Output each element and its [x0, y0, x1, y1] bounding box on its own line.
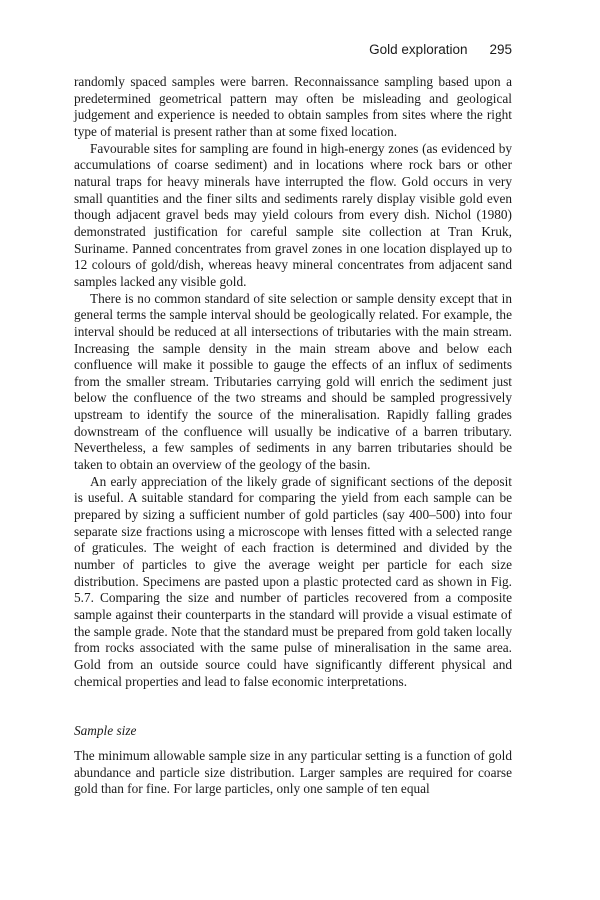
paragraph-continued: randomly spaced samples were barren. Reconnaissance sampling based upon a predetermined geometrical pattern may often be misleading and geological judgement and experience is needed to obtain samples from sites where the right type of material is present rather than at some fixed location. [74, 74, 512, 139]
section-heading: Sample size [74, 723, 137, 739]
page-number: 295 [489, 42, 512, 57]
paragraph-sample-size: The minimum allowable sample size in any particular setting is a function of gold abundance and particle size distribution. Larger samples are required for coarse gold than for fine. For large particles, only one sample of ten equal [74, 747, 512, 797]
body-text [74, 74, 512, 798]
running-head [369, 42, 512, 57]
paragraph-grade-standard: An early appreciation of the likely grade of significant sections of the deposit is useful. A suitable standard for comparing the yield from each sample can be prepared by sizing a sufficient number of gold particles (say 400–500) into four separate size fractions using a microscope with lenses fitted with a selected range of graticules. The weight of each fraction is determined and divided by the number of particles to give the average weight per particle for each size distribution. Specimens are pasted upon a plastic protected card as shown in Fig. 5.7. Comparing the size and number of particles recovered from a composite sample against their counterparts in the standard will provide a visual estimate of the sample grade. Note that the standard must be prepared from gold taken locally from rocks associated with the same pulse of mineralisation in the same area. Gold from an outside source could have significantly different physical and chemical properties and lead to false economic interpretations. [74, 473, 512, 689]
running-head-title: Gold exploration [369, 42, 468, 57]
paragraph-site-selection: There is no common standard of site selection or sample density except that in general terms the sample interval should be geologically related. For example, the interval should be reduced at all intersections of tributaries with the main stream. Increasing the sample density in the main stream above and below each confluence will make it possible to gauge the effects of an influx of sediments from the smaller stream. Tributaries carrying gold will enrich the sediment just below the confluence of the two streams and should be sampled progressively upstream to identify the source of the mineralisation. Rapidly falling grades downstream of the confluence will usually be indicative of a barren tributary. Nevertheless, a few samples of sediments in any barren tributaries should be taken to obtain an overview of the geology of the basin. [74, 290, 512, 473]
paragraph-favourable-sites: Favourable sites for sampling are found in high-energy zones (as evidenced by accumulations of coarse sediment) and in locations where rock bars or other natural traps for heavy minerals have interrupted the flow. Gold occurs in very small quantities and the finer silts and sediments rarely display visible gold even though adjacent gravel beds may yield colours from every dish. Nichol (1980) demonstrated justification for careful sample site collection at Tran Kruk, Suriname. Panned concentrates from gravel zones in one location displayed up to 12 colours of gold/dish, whereas heavy mineral concentrates from adjacent sand samples lacked any visible gold. [74, 140, 512, 289]
